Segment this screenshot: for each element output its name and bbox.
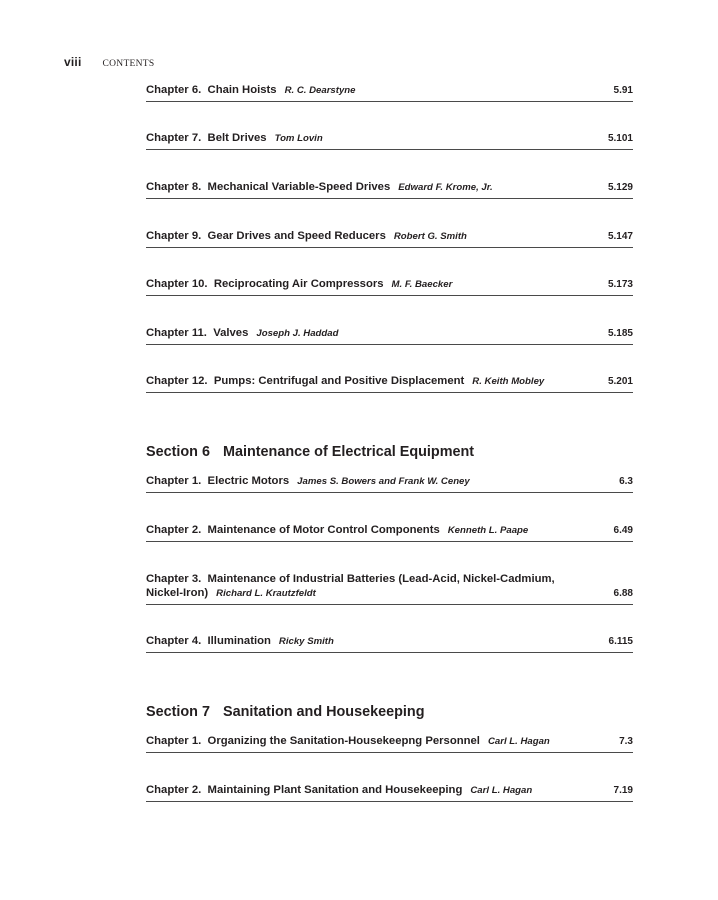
chapter-title: Maintenance of Industrial Batteries (Lead-Acid, Nickel-Cadmium,	[207, 573, 555, 585]
page-ref: 7.3	[619, 736, 633, 747]
chapter-title: Reciprocating Air Compressors	[213, 278, 384, 290]
chapter-number: Chapter 1.	[146, 475, 202, 487]
section-label: Section 7	[146, 704, 210, 720]
section-heading	[146, 704, 424, 720]
toc-entry[interactable]	[146, 83, 633, 102]
chapter-author: Joseph J. Haddad	[256, 328, 339, 339]
chapter-author: Robert G. Smith	[393, 231, 467, 242]
toc-entry[interactable]	[146, 634, 633, 653]
chapter-title: Maintaining Plant Sanitation and Housekeeping	[207, 784, 463, 796]
chapter-author: R. C. Dearstyne	[284, 85, 356, 96]
toc-entry[interactable]	[146, 374, 633, 393]
chapter-number: Chapter 10.	[146, 278, 208, 290]
chapter-title: Mechanical Variable-Speed Drives	[207, 181, 391, 193]
chapter-title: Organizing the Sanitation-Housekeepng Personnel	[207, 735, 480, 747]
section-heading	[146, 444, 474, 460]
running-head	[64, 55, 155, 69]
chapter-number: Chapter 9.	[146, 230, 202, 242]
page-ref: 5.129	[607, 182, 633, 193]
page-ref: 5.147	[607, 231, 633, 242]
chapter-number: Chapter 1.	[146, 735, 202, 747]
chapter-number: Chapter 11.	[146, 327, 207, 339]
toc-entry[interactable]	[146, 523, 633, 542]
chapter-author: Carl L. Hagan	[470, 785, 533, 796]
toc-entry[interactable]	[146, 277, 633, 296]
chapter-title: Valves	[213, 327, 249, 339]
section-title: Maintenance of Electrical Equipment	[222, 444, 475, 460]
section-label: Section 6	[146, 444, 210, 460]
chapter-number: Chapter 6.	[146, 84, 202, 96]
chapter-number: Chapter 3.	[146, 573, 202, 585]
chapter-title: Gear Drives and Speed Reducers	[207, 230, 386, 242]
chapter-author: R. Keith Mobley	[472, 376, 545, 387]
chapter-number: Chapter 7.	[146, 132, 202, 144]
chapter-author: Carl L. Hagan	[487, 736, 550, 747]
chapter-number: Chapter 4.	[146, 635, 202, 647]
toc-entry[interactable]	[146, 734, 633, 753]
page-ref: 6.88	[613, 588, 633, 599]
page-ref: 6.3	[619, 476, 633, 487]
page-ref: 5.173	[607, 279, 633, 290]
page-ref: 7.19	[613, 785, 633, 796]
toc-entry[interactable]	[146, 783, 633, 802]
chapter-author: Richard L. Krautzfeldt	[216, 588, 316, 599]
toc-entry[interactable]	[146, 131, 633, 150]
page-ref: 5.91	[613, 85, 633, 96]
chapter-title: Electric Motors	[207, 475, 290, 487]
section-title: Sanitation and Housekeeping	[222, 704, 425, 720]
chapter-title: Illumination	[207, 635, 271, 647]
chapter-title: Pumps: Centrifugal and Positive Displacement	[213, 375, 465, 387]
chapter-number: Chapter 2.	[146, 784, 202, 796]
chapter-author: Kenneth L. Paape	[447, 525, 529, 536]
chapter-number: Chapter 8.	[146, 181, 202, 193]
chapter-title: Chain Hoists	[207, 84, 277, 96]
page-ref: 5.185	[607, 328, 633, 339]
toc-entry[interactable]	[146, 474, 633, 493]
chapter-author: M. F. Baecker	[391, 279, 453, 290]
chapter-number: Chapter 2.	[146, 524, 202, 536]
running-title: CONTENTS	[102, 59, 155, 69]
chapter-title: Belt Drives	[207, 132, 267, 144]
toc-entry[interactable]	[146, 229, 633, 248]
chapter-number: Chapter 12.	[146, 375, 208, 387]
toc-entry[interactable]	[146, 572, 633, 605]
chapter-author: Edward F. Krome, Jr.	[398, 182, 493, 193]
page-ref: 6.115	[608, 636, 633, 647]
chapter-author: Tom Lovin	[274, 133, 323, 144]
chapter-author: Ricky Smith	[278, 636, 334, 647]
page-ref: 6.49	[613, 525, 633, 536]
page-ref: 5.201	[607, 376, 633, 387]
chapter-title: Maintenance of Motor Control Components	[207, 524, 440, 536]
chapter-author: James S. Bowers and Frank W. Ceney	[297, 476, 470, 487]
page-number: viii	[64, 55, 82, 69]
toc-entry[interactable]	[146, 326, 633, 345]
toc-entry[interactable]	[146, 180, 633, 199]
page-ref: 5.101	[607, 133, 633, 144]
chapter-title-continued: Nickel-Iron)	[146, 587, 209, 599]
